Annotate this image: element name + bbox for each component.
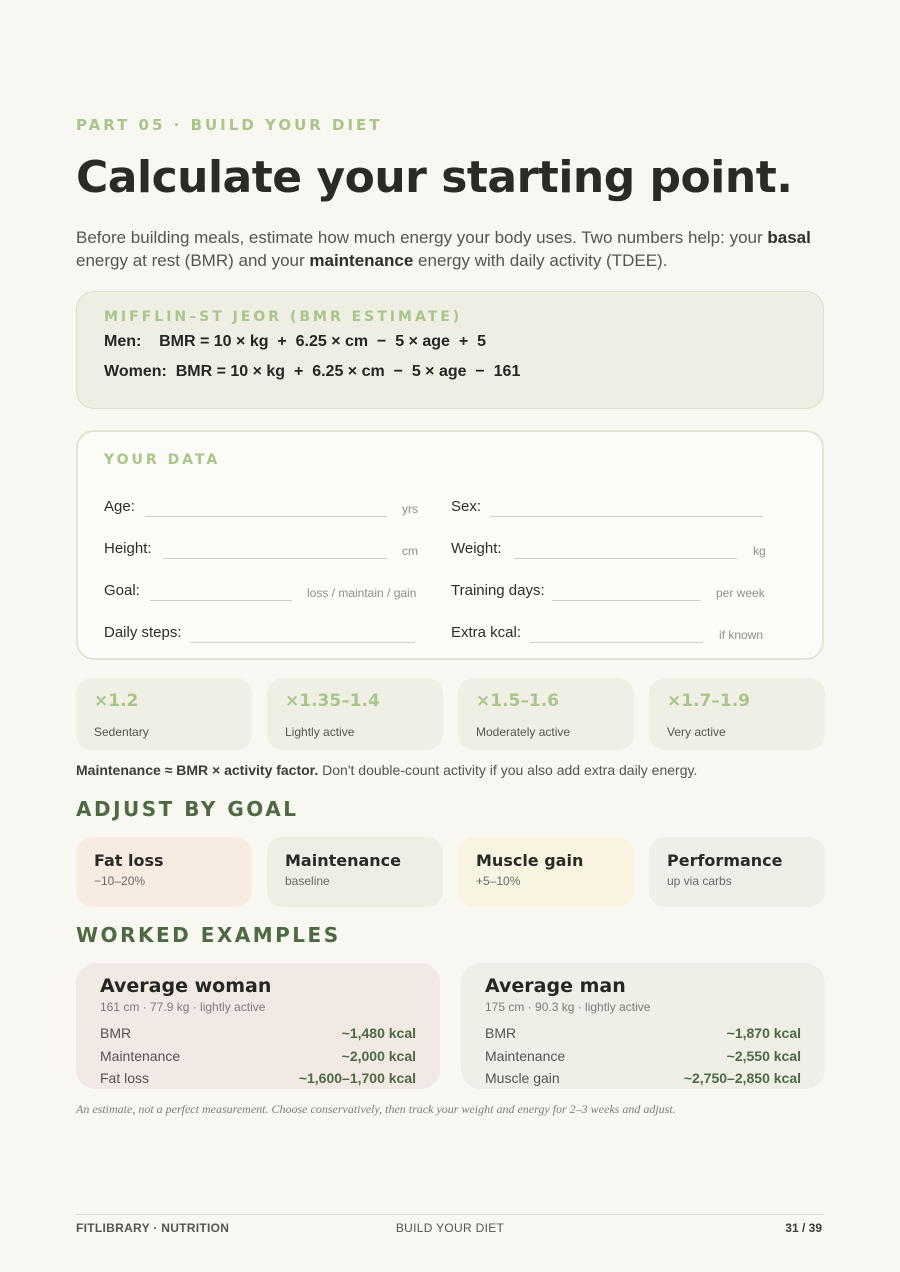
goal-name: Fat loss <box>94 851 164 870</box>
activity-factor-desc: Lightly active <box>285 725 355 739</box>
example-row-value: ~2,750–2,850 kcal <box>683 1070 801 1086</box>
goal-name: Performance <box>667 851 783 870</box>
example-row-label: Maintenance <box>100 1048 181 1064</box>
sex-field[interactable] <box>451 498 771 520</box>
your-data-label: YOUR DATA <box>104 452 221 468</box>
formula-card <box>76 291 824 409</box>
goal-name: Muscle gain <box>476 851 584 870</box>
goal-unit: loss / maintain / gain <box>307 586 417 600</box>
footer-brand: FITLIBRARY · NUTRITION <box>76 1221 230 1235</box>
example-row <box>100 1070 416 1090</box>
goal-sub: −10–20% <box>94 874 146 888</box>
example-row-label: Muscle gain <box>485 1070 560 1086</box>
activity-factor-value: ×1.5–1.6 <box>476 691 559 711</box>
page-title: Calculate your starting point. <box>76 152 793 203</box>
weight-field[interactable] <box>451 540 771 562</box>
age-unit: yrs <box>402 502 418 516</box>
daily-steps-line[interactable] <box>190 642 415 643</box>
goal-card-performance <box>649 837 825 907</box>
footer-divider <box>76 1214 824 1215</box>
formula-men: Men: BMR = 10 × kg + 6.25 × cm − 5 × age + 5 <box>104 333 486 350</box>
extra-kcal-field[interactable] <box>451 624 771 646</box>
intro-text-3: energy with daily activity (TDEE). <box>413 251 668 270</box>
examples-heading: WORKED EXAMPLES <box>76 923 341 947</box>
example-row-label: Maintenance <box>485 1048 566 1064</box>
goal-sub: up via carbs <box>667 874 732 888</box>
activity-factor-value: ×1.35–1.4 <box>285 691 380 711</box>
age-field[interactable] <box>104 498 420 520</box>
training-days-line[interactable] <box>552 600 701 601</box>
example-row-value: ~1,600–1,700 kcal <box>298 1070 416 1086</box>
activity-factor-lightly-active <box>267 678 443 750</box>
goal-label: Goal: <box>104 582 140 599</box>
formula-label: MIFFLIN–ST JEOR (BMR ESTIMATE) <box>104 309 463 325</box>
intro-paragraph <box>76 226 816 272</box>
height-field[interactable] <box>104 540 420 562</box>
age-label: Age: <box>104 498 135 515</box>
example-row-value: ~1,480 kcal <box>341 1025 416 1041</box>
activity-factor-value: ×1.2 <box>94 691 139 711</box>
age-line[interactable] <box>145 516 387 517</box>
intro-text-2: energy at rest (BMR) and your <box>76 251 310 270</box>
goal-name: Maintenance <box>285 851 402 870</box>
your-data-card <box>76 430 824 660</box>
activity-factor-value: ×1.7–1.9 <box>667 691 750 711</box>
extra-kcal-unit: if known <box>719 628 764 642</box>
section-kicker: PART 05 · BUILD YOUR DIET <box>76 116 383 134</box>
training-days-field[interactable] <box>451 582 771 604</box>
daily-steps-field[interactable] <box>104 624 420 646</box>
activity-factor-desc: Sedentary <box>94 725 149 739</box>
weight-unit: kg <box>753 544 766 558</box>
activity-factor-desc: Moderately active <box>476 725 571 739</box>
goal-card-muscle-gain <box>458 837 634 907</box>
example-row <box>485 1048 801 1068</box>
sex-line[interactable] <box>490 516 763 517</box>
weight-label: Weight: <box>451 540 502 557</box>
sex-label: Sex: <box>451 498 482 515</box>
example-row <box>485 1025 801 1045</box>
example-meta: 161 cm · 77.9 kg · lightly active <box>100 1000 266 1014</box>
example-name: Average man <box>485 975 626 997</box>
example-row <box>100 1048 416 1068</box>
height-unit: cm <box>402 544 418 558</box>
training-days-label: Training days: <box>451 582 545 599</box>
example-row-label: Fat loss <box>100 1070 150 1086</box>
extra-kcal-line[interactable] <box>530 642 703 643</box>
activity-factor-sedentary <box>76 678 252 750</box>
example-card-man <box>461 963 825 1089</box>
example-row-value: ~2,550 kcal <box>726 1048 801 1064</box>
disclaimer: An estimate, not a perfect measurement. Choose conservatively, then track your weight and energy for 2–3 weeks and adjust. <box>76 1102 676 1116</box>
goal-card-fat-loss <box>76 837 252 907</box>
goal-sub: +5–10% <box>476 874 521 888</box>
example-row <box>485 1070 801 1090</box>
goal-card-maintenance <box>267 837 443 907</box>
maintenance-note <box>76 762 697 778</box>
example-row-value: ~1,870 kcal <box>726 1025 801 1041</box>
weight-line[interactable] <box>514 558 737 559</box>
example-row-label: BMR <box>100 1025 132 1041</box>
example-row-value: ~2,000 kcal <box>341 1048 416 1064</box>
adjust-heading: ADJUST BY GOAL <box>76 797 299 821</box>
daily-steps-label: Daily steps: <box>104 624 182 641</box>
example-row <box>100 1025 416 1045</box>
goal-field[interactable] <box>104 582 420 604</box>
example-meta: 175 cm · 90.3 kg · lightly active <box>485 1000 651 1014</box>
footer-section: BUILD YOUR DIET <box>395 1221 505 1235</box>
example-row-label: BMR <box>485 1025 517 1041</box>
example-name: Average woman <box>100 975 272 997</box>
page-number: 31 / 39 <box>785 1221 822 1235</box>
intro-text-1: Before building meals, estimate how much energy your body uses. Two numbers help: your <box>76 228 768 247</box>
formula-women: Women: BMR = 10 × kg + 6.25 × cm − 5 × age − 161 <box>104 363 521 380</box>
intro-bold-basal: basal <box>767 228 811 247</box>
extra-kcal-label: Extra kcal: <box>451 624 522 641</box>
maintenance-note-bold: Maintenance ≈ BMR × activity factor. <box>76 762 319 778</box>
goal-line[interactable] <box>150 600 292 601</box>
maintenance-note-text: Don't double-count activity if you also add extra daily energy. <box>318 762 698 778</box>
activity-factor-desc: Very active <box>667 725 726 739</box>
activity-factor-moderately-active <box>458 678 634 750</box>
intro-bold-maintenance: maintenance <box>309 251 414 270</box>
height-label: Height: <box>104 540 152 557</box>
activity-factor-very-active <box>649 678 825 750</box>
example-card-woman <box>76 963 440 1089</box>
training-days-unit: per week <box>716 586 765 600</box>
goal-sub: baseline <box>285 874 330 888</box>
height-line[interactable] <box>163 558 387 559</box>
